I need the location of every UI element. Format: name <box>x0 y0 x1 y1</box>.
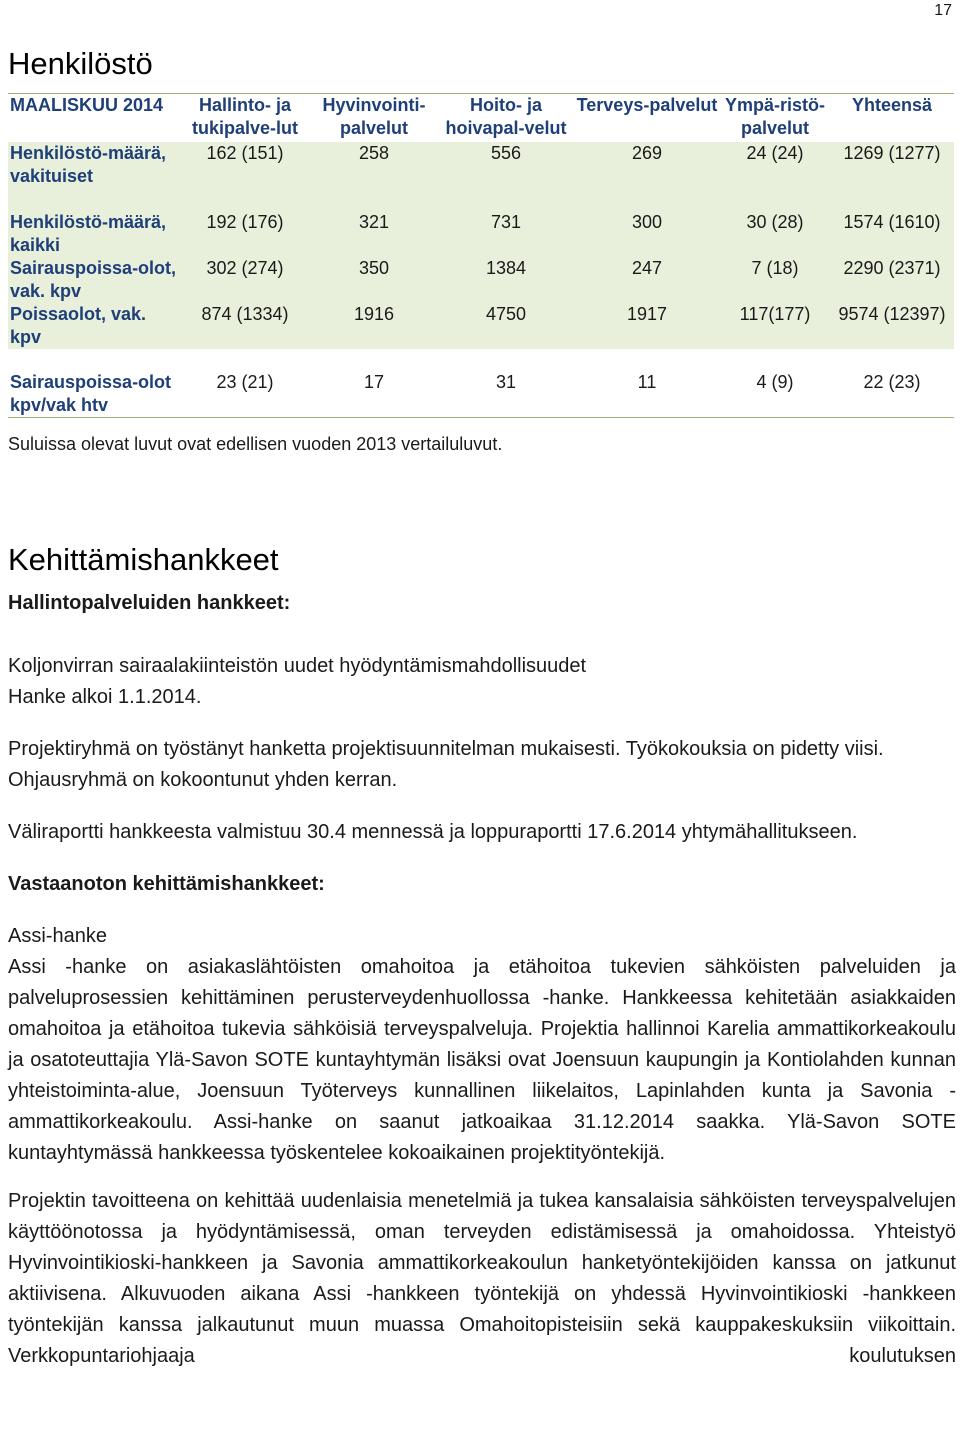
table-row <box>8 257 954 303</box>
table-cell: 4 (9) <box>720 371 830 418</box>
table-cell: 731 <box>490 212 522 232</box>
table-cell: 7 (18) <box>751 258 799 278</box>
table-cell: 23 (21) <box>180 371 310 418</box>
table-spacer-row <box>8 349 954 371</box>
row-label: Sairauspoissa-olot kpv/vak htv <box>8 371 180 418</box>
table-corner-label: MAALISKUU 2014 <box>8 94 180 143</box>
table-cell: 247 <box>631 258 663 278</box>
column-header: Hyvinvointi-palvelut <box>310 94 438 143</box>
table-cell: 192 (176) <box>206 212 284 232</box>
table-cell: 1574 (1610) <box>843 212 941 232</box>
admin-project-name: Koljonvirran sairaalakiinteistön uudet hyödyntämismahdollisuudet <box>8 655 587 677</box>
table-row <box>8 371 954 418</box>
table-cell: 117(177) <box>739 304 811 324</box>
admin-projects-heading: Hallintopalveluiden hankkeet: <box>8 592 291 614</box>
assi-paragraph: Assi -hanke on asiakaslähtöisten omahoitoa ja etähoitoa tukevien sähköisten palveluiden ja palveluprosessien kehittäminen perusterveydenhuollossa -hanke. Hankkeessa kehitetään asiakkaiden omahoitoa ja etähoitoa tukevia sähköisiä terveyspalveluja. Projektia hallinnoi Karelia ammattikorkeakoulu ja osatoteuttajia Ylä-Savon SOTE kuntayhtymän lisäksi ovat Joensuun kaupungin ja Kontiolahden kunnan yhteistoiminta-alue, Joensuun Työterveys kunnallinen liikelaitos, Lapinlahden kunta ja Savonia -ammattikorkeakoulu. Assi-hanke on saanut jatkoaikaa 31.12.2014 saakka. Ylä-Savon SOTE kuntayhtymässä hankkeessa työskentelee kokoaikainen projektityöntekijä. <box>8 956 956 1164</box>
assi-project-title: Assi-hanke <box>8 925 107 947</box>
row-label: Poissaolot, vak. kpv <box>10 304 147 347</box>
table-cell: 350 <box>358 258 390 278</box>
table-cell: 11 <box>574 371 720 418</box>
row-label: Sairauspoissa-olot, vak. kpv <box>10 258 177 301</box>
table-footnote: Suluissa olevat luvut ovat edellisen vuoden 2013 vertailuluvut. <box>8 434 503 454</box>
table-row <box>8 142 954 211</box>
development-content <box>8 588 956 1372</box>
column-header: Hoito- ja hoivapal-velut <box>438 94 574 143</box>
staff-section-title: Henkilöstö <box>8 46 153 81</box>
column-header: Hallinto- ja tukipalve-lut <box>180 94 310 143</box>
page-number: 17 <box>934 2 952 19</box>
table-cell: 258 <box>358 143 390 163</box>
table-cell: 874 (1334) <box>201 304 289 324</box>
column-header: Yhteensä <box>830 94 954 143</box>
admin-project-start: Hanke alkoi 1.1.2014. <box>8 686 202 708</box>
reception-projects-heading: Vastaanoton kehittämishankkeet: <box>8 873 325 895</box>
table-row <box>8 211 954 257</box>
table-cell: 269 <box>631 143 663 163</box>
table-cell: 300 <box>631 212 663 232</box>
table-cell: 2290 (2371) <box>843 258 941 278</box>
table-cell: 1916 <box>353 304 395 324</box>
table-row <box>8 303 954 349</box>
table-cell: 24 (24) <box>746 143 804 163</box>
column-header: Ympä-ristö-palvelut <box>720 94 830 143</box>
spacer-cell <box>8 349 954 371</box>
row-label: Henkilöstö-määrä, vakituiset <box>10 143 167 186</box>
table-cell: 162 (151) <box>206 143 284 163</box>
table-cell: 30 (28) <box>746 212 804 232</box>
staff-table <box>8 93 954 418</box>
table-cell: 17 <box>310 371 438 418</box>
column-header: Terveys-palvelut <box>574 94 720 143</box>
table-cell: 1269 (1277) <box>843 143 941 163</box>
table-cell: 22 (23) <box>830 371 954 418</box>
table-cell: 4750 <box>485 304 527 324</box>
table-cell: 302 (274) <box>206 258 284 278</box>
development-section-title: Kehittämishankkeet <box>8 542 279 577</box>
table-cell: 31 <box>438 371 574 418</box>
table-cell: 1384 <box>485 258 527 278</box>
admin-paragraph: Väliraportti hankkeesta valmistuu 30.4 mennessä ja loppuraportti 17.6.2014 yhtymähallitukseen. <box>8 821 858 843</box>
table-cell: 556 <box>490 143 522 163</box>
table-cell: 321 <box>358 212 390 232</box>
table-cell: 9574 (12397) <box>838 304 946 324</box>
row-label: Henkilöstö-määrä, kaikki <box>10 212 167 255</box>
assi-paragraph: Projektin tavoitteena on kehittää uudenlaisia menetelmiä ja tukea kansalaisia sähköisten terveyspalvelujen käyttöönotossa ja hyödyntämisessä, oman terveyden edistämisessä ja omahoidossa. Yhteistyö Hyvinvointikioski-hankkeen ja Savonia ammattikorkeakoulun hanketyöntekijöiden kanssa on jatkunut aktiivisena. Alkuvuoden aikana Assi -hankkeen työntekijä on yhdessä Hyvinvointikioski -hankkeen työntekijän kanssa jalkautunut muun muassa Omahoitopisteisiin sekä kauppakeskuksiin viikoittain. Verkkopuntariohjaaja koulutuksen <box>8 1190 956 1367</box>
admin-paragraph: Projektiryhmä on työstänyt hanketta projektisuunnitelman mukaisesti. Työkokouksia on pidetty viisi. Ohjausryhmä on kokoontunut yhden kerran. <box>8 738 884 791</box>
table-header-row <box>8 94 954 143</box>
table-cell: 1917 <box>626 304 668 324</box>
